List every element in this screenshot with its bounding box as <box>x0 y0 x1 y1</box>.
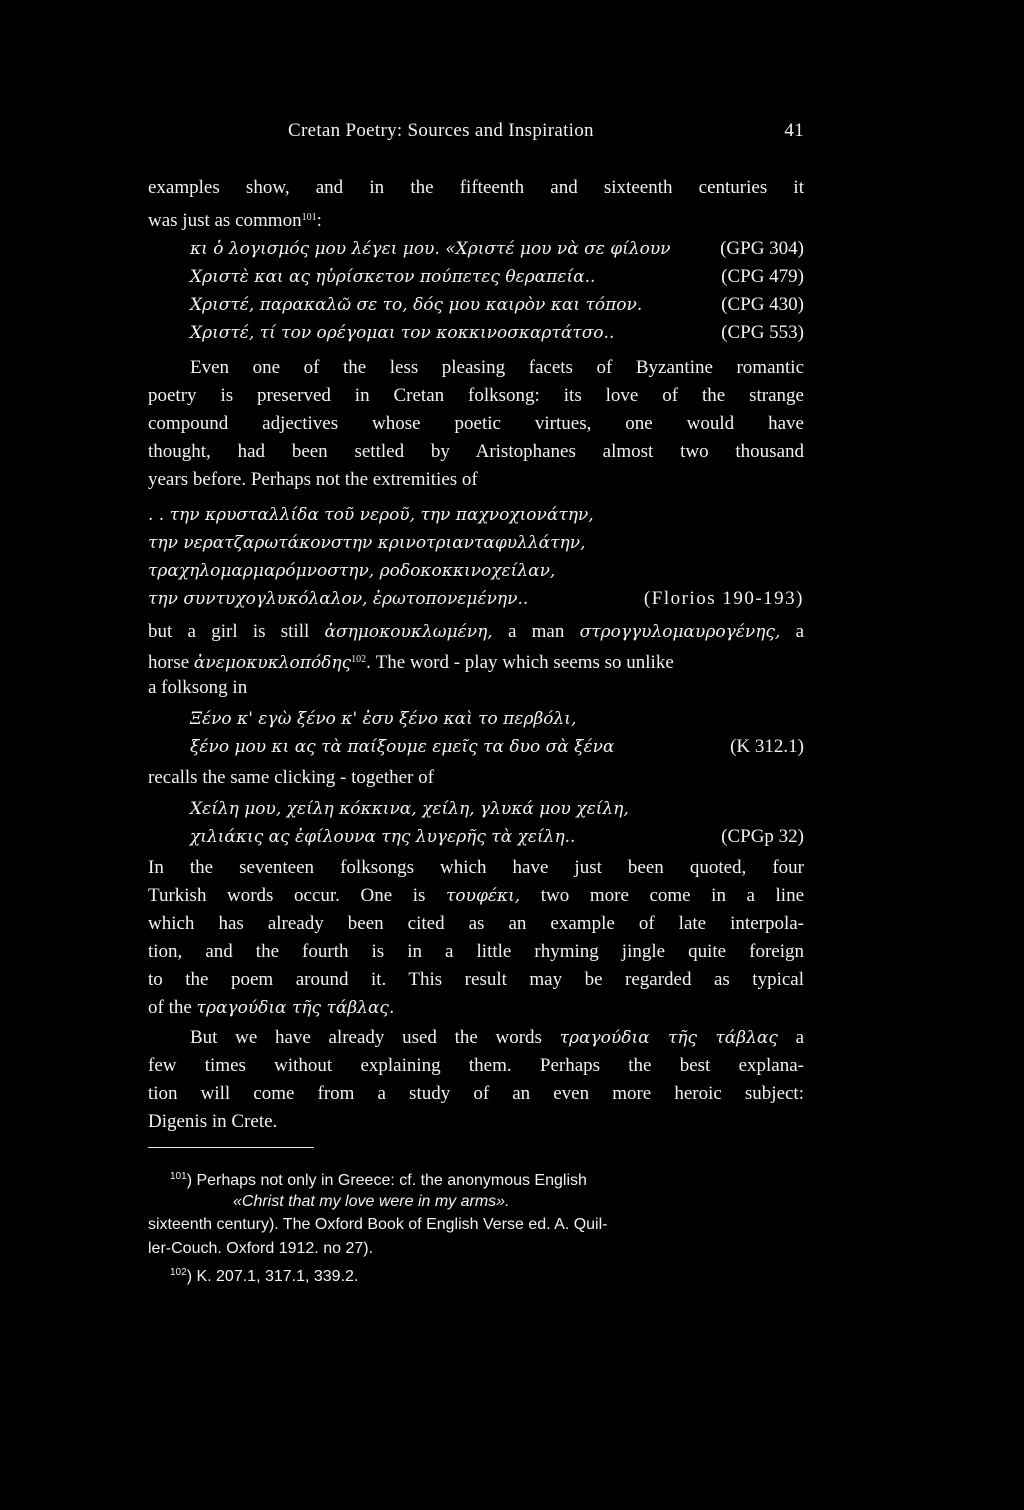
quote1-ref1: (GPG 304) <box>720 238 804 259</box>
quote2-line1: . . την κρυσταλλίδα τοῦ νεροῦ, την παχνοχιονάτην, <box>148 505 594 525</box>
quote1-ref4: (CPG 553) <box>721 322 804 343</box>
quote3-line2: ξένο μου κι ας τὰ παίξουμε εμεῖς τα δυο σὰ ξένα <box>190 737 615 757</box>
footnote-divider <box>148 1147 314 1148</box>
quote1-line2: Χριστὲ και ας ηὑρίσκετον πούπετες θεραπεία.. <box>190 267 596 287</box>
para5-line2: Turkish words occur. One is τουφέκι, two more come in a line <box>148 885 805 906</box>
quote2-line2: την νερατζαρωτάκονστην κρινοτριανταφυλλάτην, <box>148 533 586 553</box>
para2-line1: Even one of the less pleasing facets of Byzantine romantic <box>190 357 804 378</box>
quote3-ref: (K 312.1) <box>730 736 804 757</box>
footnote-101-line4: ler-Couch. Oxford 1912. no 27). <box>148 1240 374 1257</box>
quote2-line3: τραχηλομαρμαρόμνοστην, ροδοκοκκινοχείλαν, <box>148 561 556 581</box>
para2-line2: poetry is preserved in Cretan folksong: its love of the strange <box>148 385 804 406</box>
para6-line4: Digenis in Crete. <box>148 1111 278 1132</box>
para2-line3: compound adjectives whose poetic virtues, one would have <box>148 413 804 434</box>
para2-line5: years before. Perhaps not the extremities of <box>148 469 478 490</box>
quote2-line4: την συντυχογλυκόλαλον, ἐρωτοπονεμένην.. <box>148 589 529 609</box>
footnote-102-line1: $^{102}$) K. 207.1, 317.1, 339.2. <box>170 1267 359 1285</box>
footnote-ref-101: 101 <box>301 212 317 223</box>
para1-line2: was just as common$^{101}$: <box>148 210 322 231</box>
footnote-101-line1: $^{101}$) Perhaps not only in Greece: cf. the anonymous English <box>170 1171 587 1189</box>
quote2-ref: (Florios 190-193) <box>643 588 804 609</box>
para5-line1: In the seventeen folksongs which have just been quoted, four <box>148 857 804 878</box>
quote1-ref3: (CPG 430) <box>721 294 804 315</box>
para5-line4: tion, and the fourth is in a little rhyming jingle quite foreign <box>148 941 804 962</box>
quote1-line4: Χριστέ, τί τον ορέγομαι τον κοκκινοσκαρτάτσο.. <box>190 323 615 343</box>
book-page <box>148 0 804 1510</box>
para5-line6: of the τραγούδια τῆς τάβλας. <box>148 997 395 1018</box>
para5-line5: to the poem around it. This result may be regarded as typical <box>148 969 804 990</box>
para3-line2: horse ἀνεμοκυκλοπόδης$^{102}$. The word - play which seems so unlike <box>148 652 674 673</box>
quote1-line1: κι ὁ λογισμός μου λέγει μου. «Χριστέ μου νὰ σε φίλουν <box>190 239 671 259</box>
para3-line3: a folksong in <box>148 677 248 698</box>
para5-line3: which has already been cited as an example of late interpola- <box>148 913 804 934</box>
para6-line1: But we have already used the words τραγούδια τῆς τάβλας a <box>190 1027 805 1048</box>
quote1-line3: Χριστέ, παρακαλῶ σε το, δός μου καιρὸν και τόπον. <box>190 295 643 315</box>
para6-line3: tion will come from a study of an even more heroic subject: <box>148 1083 804 1104</box>
para1-line1: examples show, and in the fifteenth and sixteenth centuries it <box>148 177 804 198</box>
quote4-ref: (CPGp 32) <box>721 826 804 847</box>
quote3-line1: Ξένο κ' εγὼ ξένο κ' ἐσυ ξένο καὶ το περβόλι, <box>190 709 577 729</box>
quote1-ref2: (CPG 479) <box>721 266 804 287</box>
quote4-line2: χιλιάκις ας ἐφίλουνα της λυγερῆς τὰ χείλη.. <box>190 827 576 847</box>
running-title: Cretan Poetry: Sources and Inspiration <box>288 120 594 141</box>
para3-line1: but a girl is still ἀσημοκουκλωμένη, a man στρογγυλομαυρογένης, a <box>148 621 805 642</box>
footnote-101-line2: «Christ that my love were in my arms». <box>233 1193 510 1210</box>
page-number: 41 <box>784 120 804 141</box>
para4-line: recalls the same clicking - together of <box>148 767 434 788</box>
footnote-ref-102: 102 <box>351 654 367 665</box>
footnote-101-line3: sixteenth century). The Oxford Book of English Verse ed. A. Quil- <box>148 1216 608 1233</box>
quote4-line1: Χείλη μου, χείλη κόκκινα, χείλη, γλυκά μου χείλη, <box>190 799 629 819</box>
para2-line4: thought, had been settled by Aristophanes almost two thousand <box>148 441 804 462</box>
para6-line2: few times without explaining them. Perhaps the best explana- <box>148 1055 804 1076</box>
